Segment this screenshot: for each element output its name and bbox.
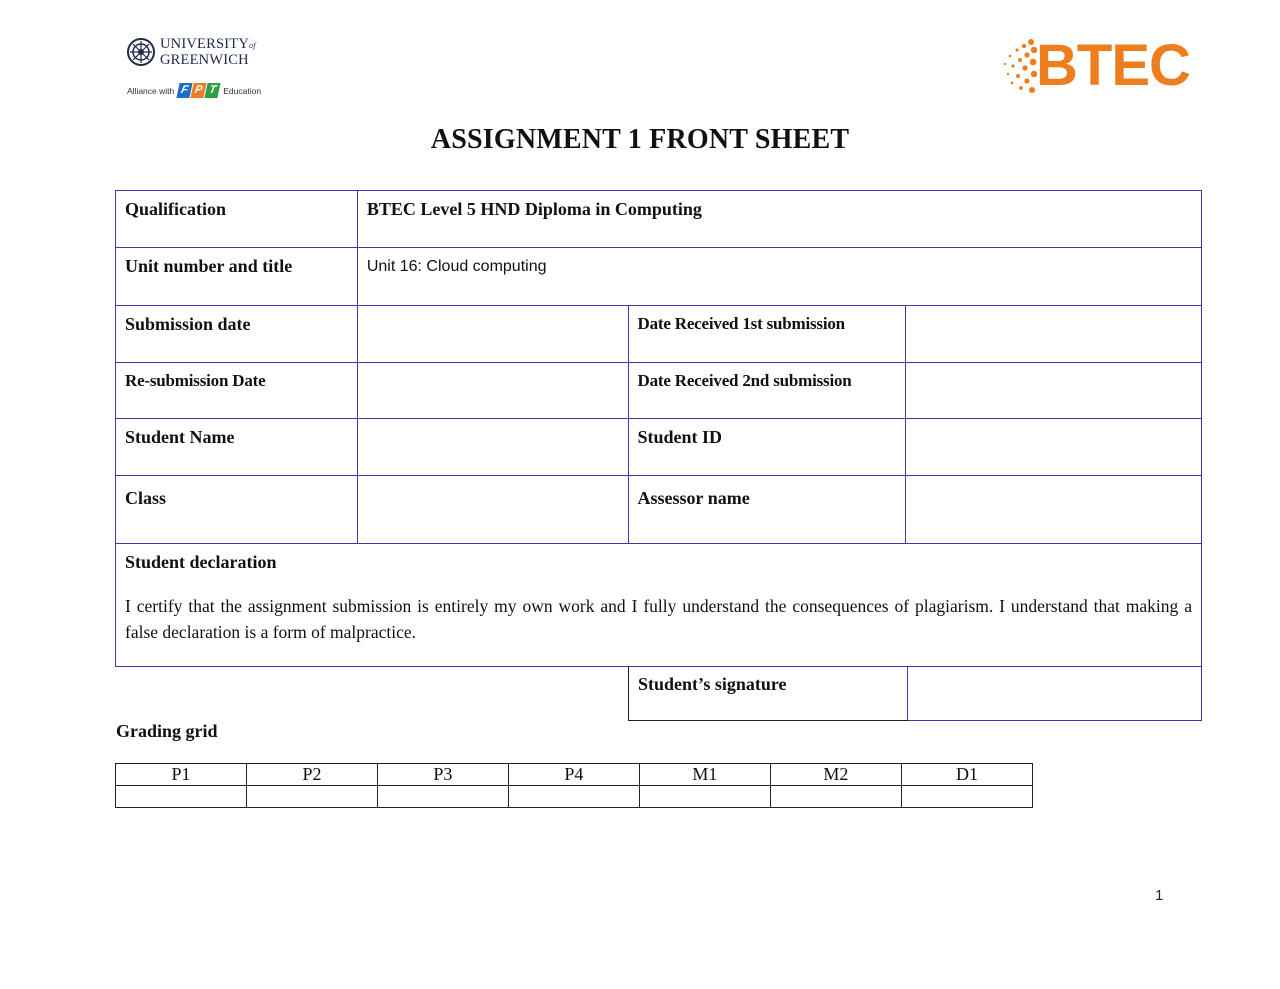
row-submission — [116, 306, 1202, 363]
university-name: UNIVERSITYof GREENWICH — [160, 36, 256, 68]
row-declaration — [116, 544, 1202, 667]
grade-header: P1 — [116, 764, 247, 786]
resubmission-date-label: Re-submission Date — [116, 363, 358, 419]
fpt-logo-icon: F P T — [178, 83, 220, 98]
resubmission-date-field[interactable] — [357, 363, 628, 419]
grade-cell[interactable] — [246, 786, 377, 808]
row-unit — [116, 248, 1202, 306]
qualification-value: BTEC Level 5 HND Diploma in Computing — [357, 191, 1201, 248]
unit-value: Unit 16: Cloud computing — [357, 248, 1201, 306]
grade-header: M2 — [770, 764, 901, 786]
grading-grid-title: Grading grid — [116, 721, 218, 741]
class-field[interactable] — [357, 476, 628, 544]
university-greenwich-logo — [126, 35, 266, 105]
btec-dots-icon — [1000, 36, 1040, 100]
grade-cell[interactable] — [377, 786, 508, 808]
submission-date-label: Submission date — [116, 306, 358, 363]
row-qualification — [116, 191, 1202, 248]
grade-header: M1 — [639, 764, 770, 786]
student-id-label: Student ID — [628, 419, 906, 476]
grade-header: P3 — [377, 764, 508, 786]
grade-cell[interactable] — [901, 786, 1032, 808]
btec-logo — [1000, 33, 1200, 100]
grade-header: P2 — [246, 764, 377, 786]
row-class — [116, 476, 1202, 544]
alliance-fpt: Alliance with F P T Education — [127, 84, 262, 96]
grade-cell[interactable] — [116, 786, 247, 808]
class-label: Class — [116, 476, 358, 544]
btec-wordmark: BTEC — [1036, 33, 1190, 98]
declaration-text: I certify that the assignment submission is entirely my own work and I fully understand the consequences of plagiarism. I understand that making a false declaration is a form of malpractice. — [125, 596, 1192, 642]
assignment-info-table — [115, 190, 1202, 667]
page-title: ASSIGNMENT 1 FRONT SHEET — [430, 124, 850, 155]
qualification-label: Qualification — [116, 191, 358, 248]
date-received-2-label: Date Received 2nd submission — [628, 363, 906, 419]
signature-label: Student’s signature — [629, 666, 908, 721]
student-declaration — [116, 544, 1202, 667]
declaration-heading: Student declaration — [125, 552, 277, 572]
unit-label: Unit number and title — [116, 248, 358, 306]
grading-header-row — [116, 764, 1033, 786]
student-id-field[interactable] — [906, 419, 1202, 476]
submission-date-field[interactable] — [357, 306, 628, 363]
grade-cell[interactable] — [770, 786, 901, 808]
date-received-1-label: Date Received 1st submission — [628, 306, 906, 363]
student-name-label: Student Name — [116, 419, 358, 476]
page-number: 1 — [1155, 887, 1164, 904]
row-resubmission — [116, 363, 1202, 419]
grade-header: P4 — [508, 764, 639, 786]
grading-value-row — [116, 786, 1033, 808]
assessor-label: Assessor name — [628, 476, 906, 544]
row-student — [116, 419, 1202, 476]
grading-grid — [115, 763, 1033, 808]
grade-header: D1 — [901, 764, 1032, 786]
university-seal-icon — [126, 37, 156, 67]
grade-cell[interactable] — [508, 786, 639, 808]
date-received-1-field[interactable] — [906, 306, 1202, 363]
date-received-2-field[interactable] — [906, 363, 1202, 419]
signature-field[interactable] — [908, 666, 1202, 721]
grade-cell[interactable] — [639, 786, 770, 808]
student-name-field[interactable] — [357, 419, 628, 476]
signature-table — [628, 666, 1202, 721]
assessor-field[interactable] — [906, 476, 1202, 544]
